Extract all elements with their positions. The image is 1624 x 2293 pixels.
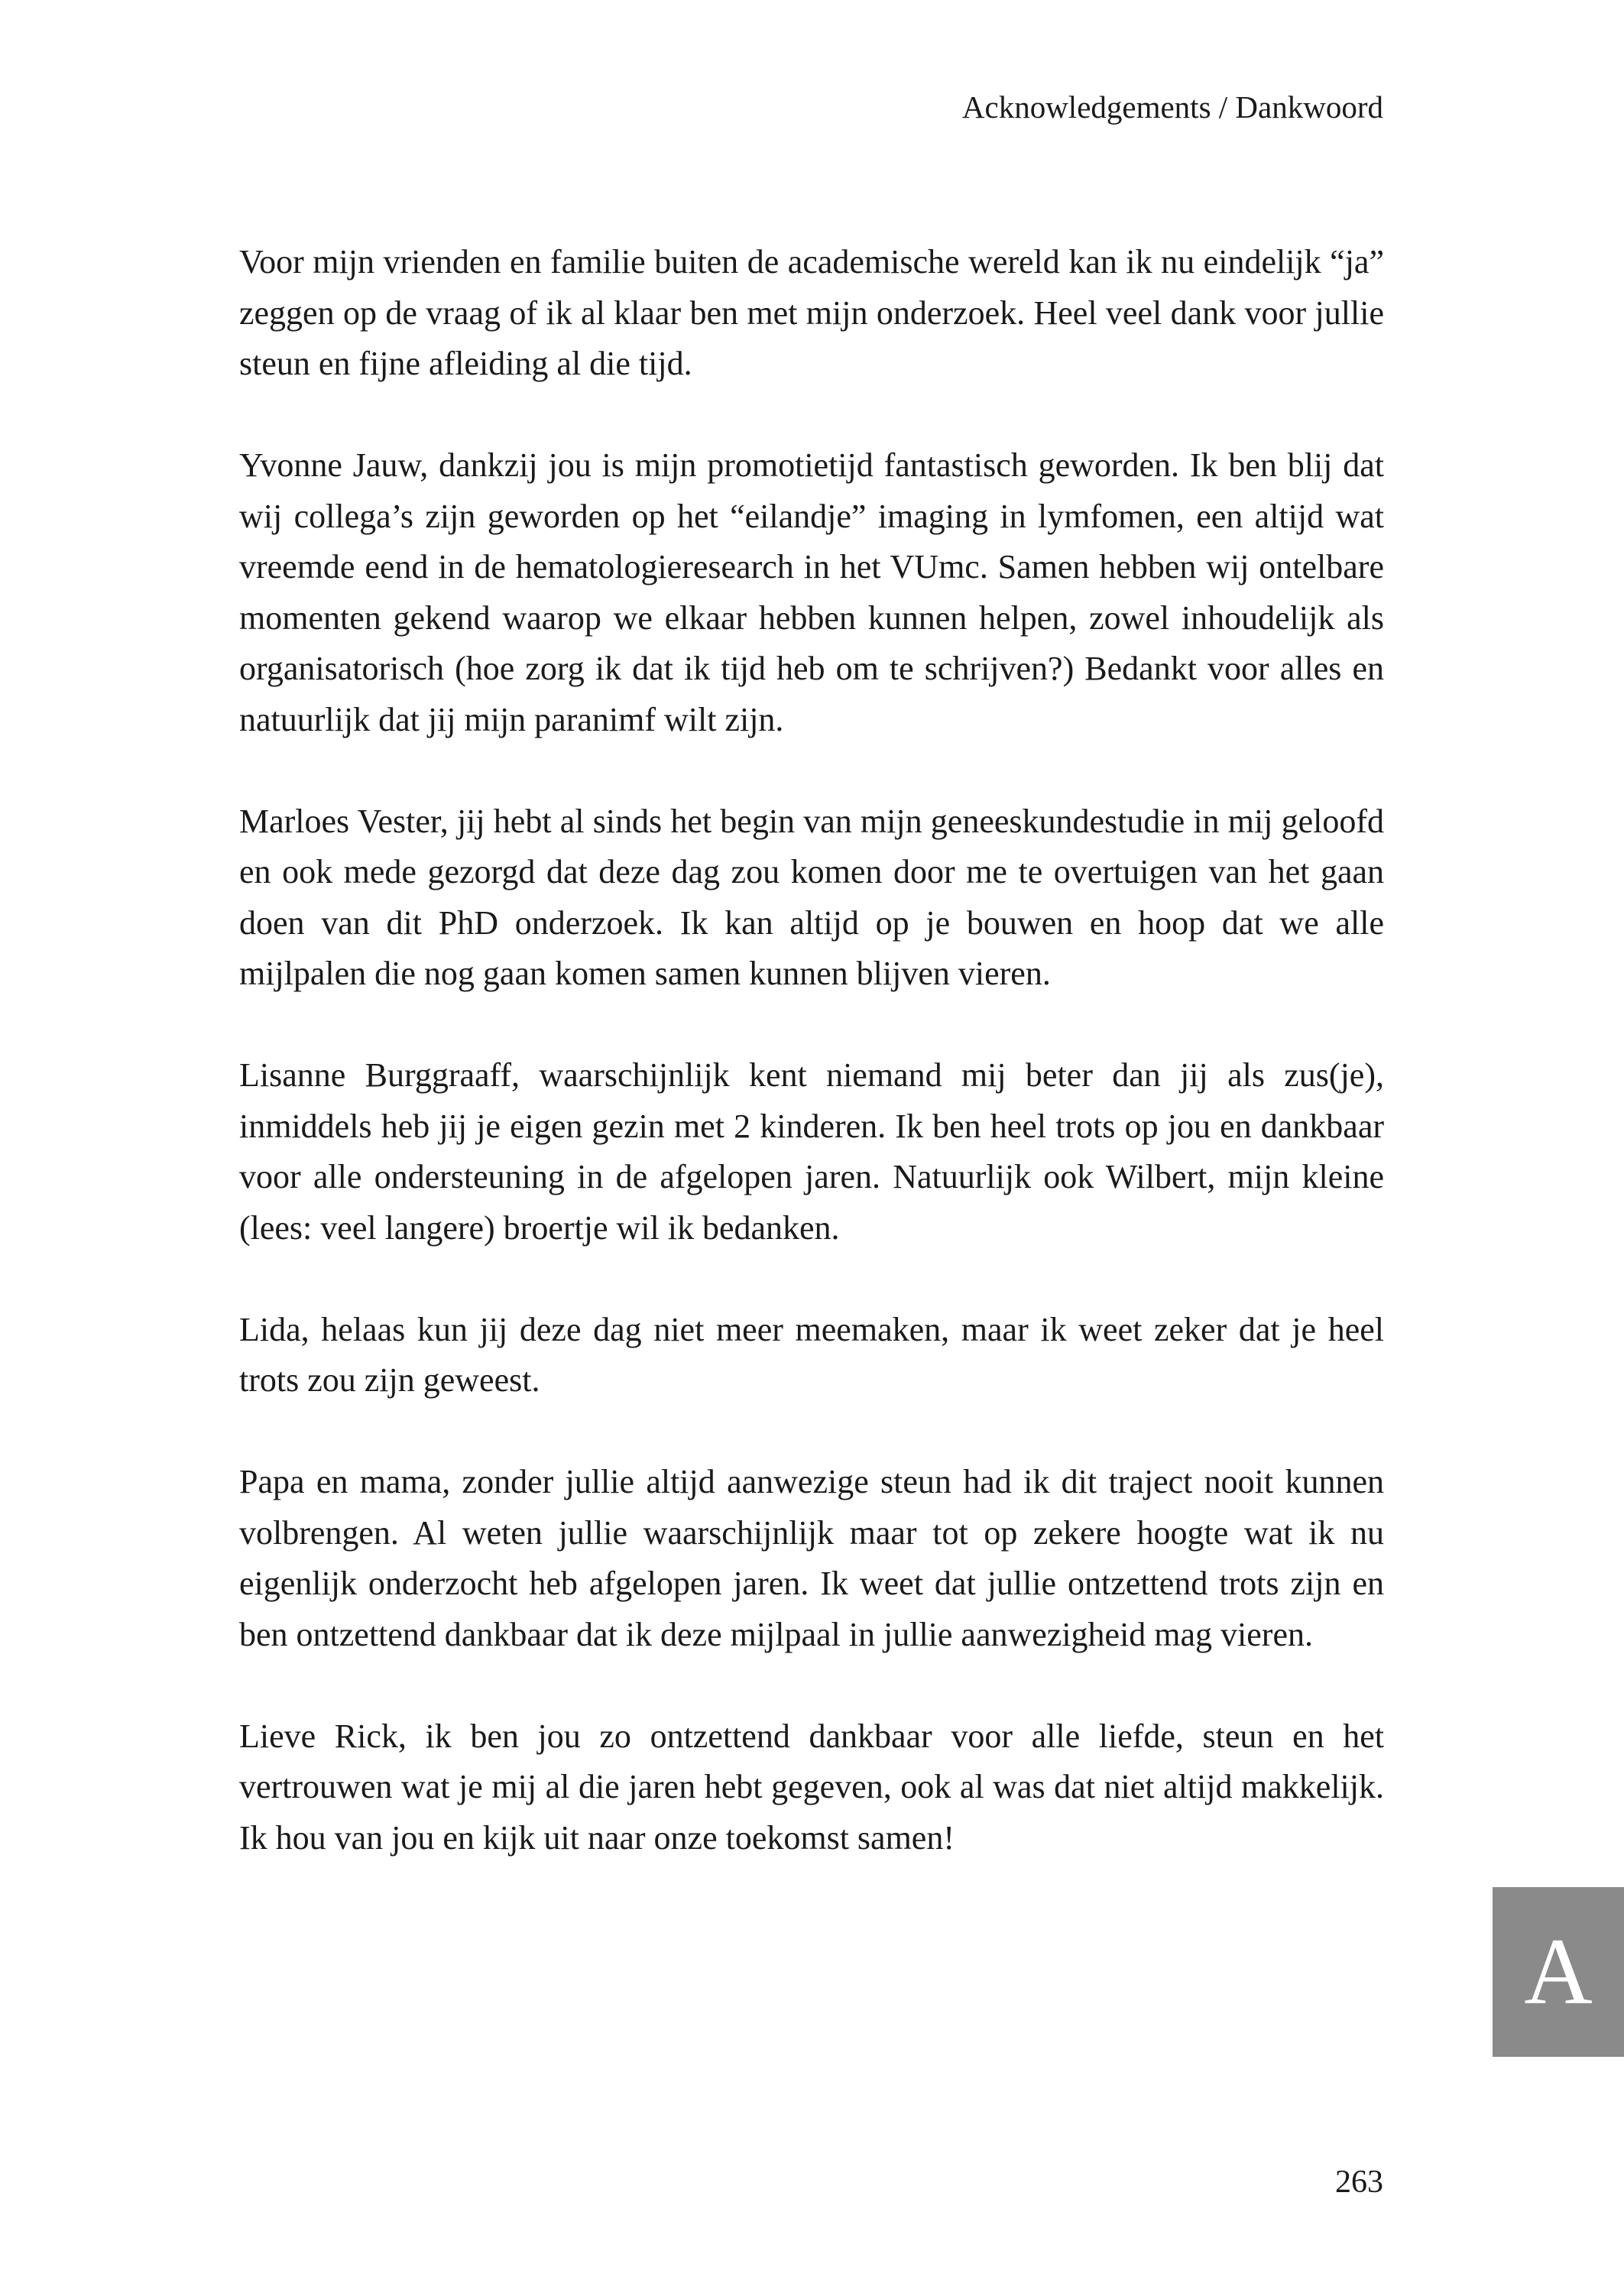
paragraph-parents: Papa en mama, zonder jullie altijd aanwezige steun had ik dit traject nooit kunnen volbrengen. Al weten jullie waarschijnlijk maar tot op zekere hoogte wat ik nu eigenlijk onderzocht heb afgelopen jaren. Ik weet dat jullie ontzettend trots zijn en ben ontzettend dankbaar dat ik deze mijlpaal in jullie aanwezigheid mag vieren. <box>239 1463 1384 1653</box>
paragraph-rick: Lieve Rick, ik ben jou zo ontzettend dankbaar voor alle liefde, steun en het vertrouwen wat je mij al die jaren hebt gegeven, ook al was dat niet altijd makkelijk. Ik hou van jou en kijk uit naar onze toekomst samen! <box>239 1717 1384 1857</box>
paragraph-friends-family: Voor mijn vrienden en familie buiten de academische wereld kan ik nu eindelijk “ja” zeggen op de vraag of ik al klaar ben met mijn onderzoek. Heel veel dank voor jullie steun en fijne afleiding al die tijd. <box>239 243 1384 382</box>
paragraph-lisanne-burggraaff: Lisanne Burggraaff, waarschijnlijk kent niemand mij beter dan jij als zus(je), inmiddels heb jij je eigen gezin met 2 kinderen. Ik ben heel trots op jou en dankbaar voor alle ondersteuning in de afgelopen jaren. Natuurlijk ook Wilbert, mijn kleine (lees: veel langere) broertje wil ik bedanken. <box>239 1056 1384 1247</box>
paragraph-yvonne-jauw: Yvonne Jauw, dankzij jou is mijn promotietijd fantastisch geworden. Ik ben blij dat wij collega’s zijn geworden op het “eilandje” imaging in lymfomen, een altijd wat vreemde eend in de hematologieresearch in het VUmc. Samen hebben wij ontelbare momenten gekend waarop we elkaar hebben kunnen helpen, zowel inhoudelijk als organisatorisch (hoe zorg ik dat ik tijd heb om te schrijven?) Bedankt voor alles en natuurlijk dat jij mijn paranimf wilt zijn. <box>239 446 1384 738</box>
running-header-title: Acknowledgements / Dankwoord <box>961 89 1383 125</box>
acknowledgements-body <box>239 237 1384 1915</box>
page-number: 263 <box>1335 2165 1383 2200</box>
paragraph-lida: Lida, helaas kun jij deze dag niet meer meemaken, maar ik weet zeker dat je heel trots zou zijn geweest. <box>239 1310 1384 1399</box>
paragraph-marloes-vester: Marloes Vester, jij hebt al sinds het begin van mijn geneeskundestudie in mij geloofd en ook mede gezorgd dat deze dag zou komen door me te overtuigen van het gaan doen van dit PhD onderzoek. Ik kan altijd op je bouwen en hoop dat we alle mijlpalen die nog gaan komen samen kunnen blijven vieren. <box>239 802 1384 992</box>
chapter-thumb-tab: A <box>1493 1887 1624 2057</box>
